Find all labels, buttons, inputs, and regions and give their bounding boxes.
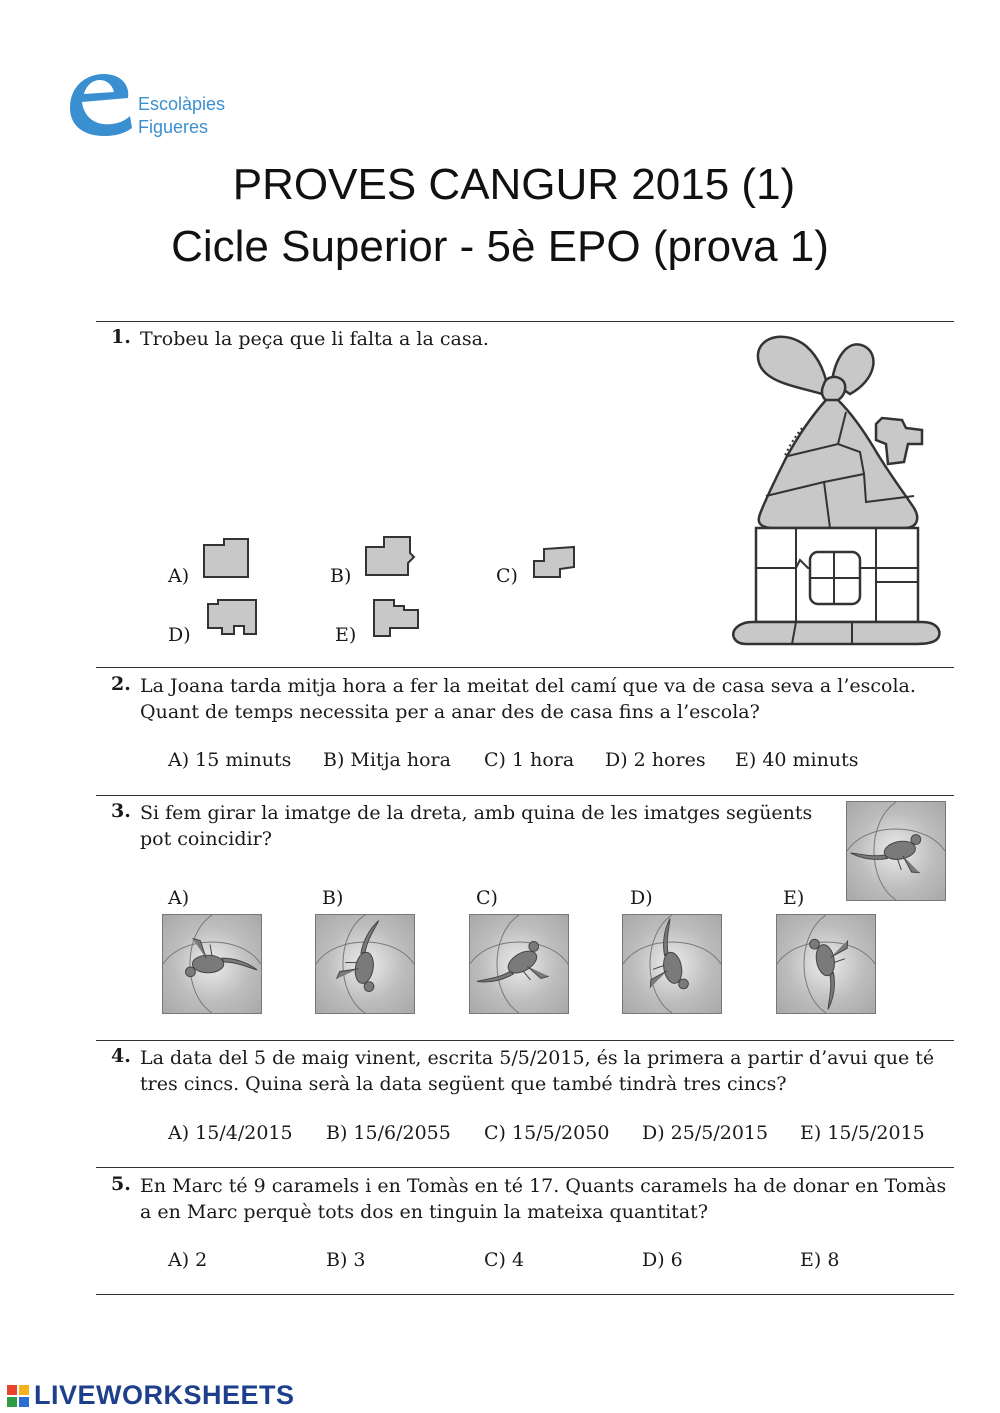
question-3-option-b[interactable]: B) xyxy=(322,887,344,909)
divider xyxy=(96,795,954,796)
question-1-option-c[interactable]: C) xyxy=(496,565,518,587)
kangaroo-option-b-image[interactable] xyxy=(315,914,415,1014)
kangaroo-icon xyxy=(847,802,945,900)
question-4-option-b[interactable]: B) 15/6/2055 xyxy=(326,1122,451,1144)
page-title: PROVES CANGUR 2015 (1) xyxy=(232,160,796,209)
question-4-number: 4. xyxy=(111,1045,131,1067)
kangaroo-icon xyxy=(470,915,568,1013)
footer-watermark[interactable]: LIVEWORKSHEETS xyxy=(34,1380,295,1410)
question-3-number: 3. xyxy=(111,800,131,822)
page-subtitle: Cicle Superior - 5è EPO (prova 1) xyxy=(171,222,829,271)
question-2-number: 2. xyxy=(111,673,131,695)
question-1-option-a[interactable]: A) xyxy=(168,565,190,587)
question-5-option-c[interactable]: C) 4 xyxy=(484,1249,525,1271)
puzzle-piece-a-icon[interactable] xyxy=(200,535,254,581)
puzzle-piece-e-icon[interactable] xyxy=(370,596,422,640)
liveworksheets-logo-icon xyxy=(6,1384,32,1408)
divider xyxy=(96,1040,954,1041)
question-5-option-d[interactable]: D) 6 xyxy=(642,1249,683,1271)
question-3-text: Si fem girar la imatge de la dreta, amb quina de les imatges següents pot coincidir? xyxy=(140,802,813,850)
question-1-option-e[interactable]: E) xyxy=(335,624,357,646)
question-5-number: 5. xyxy=(111,1173,131,1195)
question-3-option-a[interactable]: A) xyxy=(168,887,190,909)
question-2-option-c[interactable]: C) 1 hora xyxy=(484,749,575,771)
question-4-option-e[interactable]: E) 15/5/2015 xyxy=(800,1122,925,1144)
question-2-option-e[interactable]: E) 40 minuts xyxy=(735,749,859,771)
question-4-text: La data del 5 de maig vinent, escrita 5/5/2015, és la primera a partir d’avui que té tres cincs. Quina serà la data següent que també tindrà tres cincs? xyxy=(140,1047,935,1095)
question-3-option-d[interactable]: D) xyxy=(630,887,653,909)
question-2-option-a[interactable]: A) 15 minuts xyxy=(168,749,292,771)
school-logo-icon xyxy=(62,68,142,140)
question-2-text: La Joana tarda mitja hora a fer la meitat del camí que va de casa seva a l’escola. Quant de temps necessita per a anar des de casa fins a l’escola? xyxy=(140,675,916,723)
kangaroo-option-a-image[interactable] xyxy=(162,914,262,1014)
question-4-option-d[interactable]: D) 25/5/2015 xyxy=(642,1122,769,1144)
puzzle-piece-b-icon[interactable] xyxy=(362,533,418,579)
question-1-text: Trobeu la peça que li falta a la casa. xyxy=(140,328,489,350)
question-3-option-c[interactable]: C) xyxy=(476,887,498,909)
brand-name-line2: Figueres xyxy=(138,117,209,137)
question-1-option-d[interactable]: D) xyxy=(168,624,191,646)
brand-name-line1: Escolàpies xyxy=(138,94,226,114)
question-5-option-a[interactable]: A) 2 xyxy=(168,1249,208,1271)
puzzle-piece-d-icon[interactable] xyxy=(204,596,260,638)
question-5-option-e[interactable]: E) 8 xyxy=(800,1249,840,1271)
kangaroo-icon xyxy=(163,915,261,1013)
kangaroo-reference-image xyxy=(846,801,946,901)
puzzle-piece-c-icon[interactable] xyxy=(530,541,580,581)
kangaroo-option-d-image[interactable] xyxy=(622,914,722,1014)
question-5-text: En Marc té 9 caramels i en Tomàs en té 17. Quants caramels ha de donar en Tomàs a en Marc perquè tots dos en tinguin la mateixa quantitat? xyxy=(140,1175,947,1223)
question-1-number: 1. xyxy=(111,326,131,348)
kangaroo-icon xyxy=(777,915,875,1013)
question-5-option-b[interactable]: B) 3 xyxy=(326,1249,366,1271)
question-4-option-a[interactable]: A) 15/4/2015 xyxy=(168,1122,293,1144)
divider xyxy=(96,1294,954,1295)
question-4-option-c[interactable]: C) 15/5/2050 xyxy=(484,1122,610,1144)
divider xyxy=(96,321,954,322)
question-3-option-e[interactable]: E) xyxy=(783,887,805,909)
kangaroo-option-c-image[interactable] xyxy=(469,914,569,1014)
question-2-option-b[interactable]: B) Mitja hora xyxy=(323,749,451,771)
kangaroo-icon xyxy=(623,915,721,1013)
divider xyxy=(96,1167,954,1168)
divider xyxy=(96,667,954,668)
kangaroo-icon xyxy=(316,915,414,1013)
question-2-option-d[interactable]: D) 2 hores xyxy=(605,749,706,771)
kangaroo-option-e-image[interactable] xyxy=(776,914,876,1014)
question-1-option-b[interactable]: B) xyxy=(330,565,352,587)
house-puzzle-image xyxy=(726,332,948,650)
